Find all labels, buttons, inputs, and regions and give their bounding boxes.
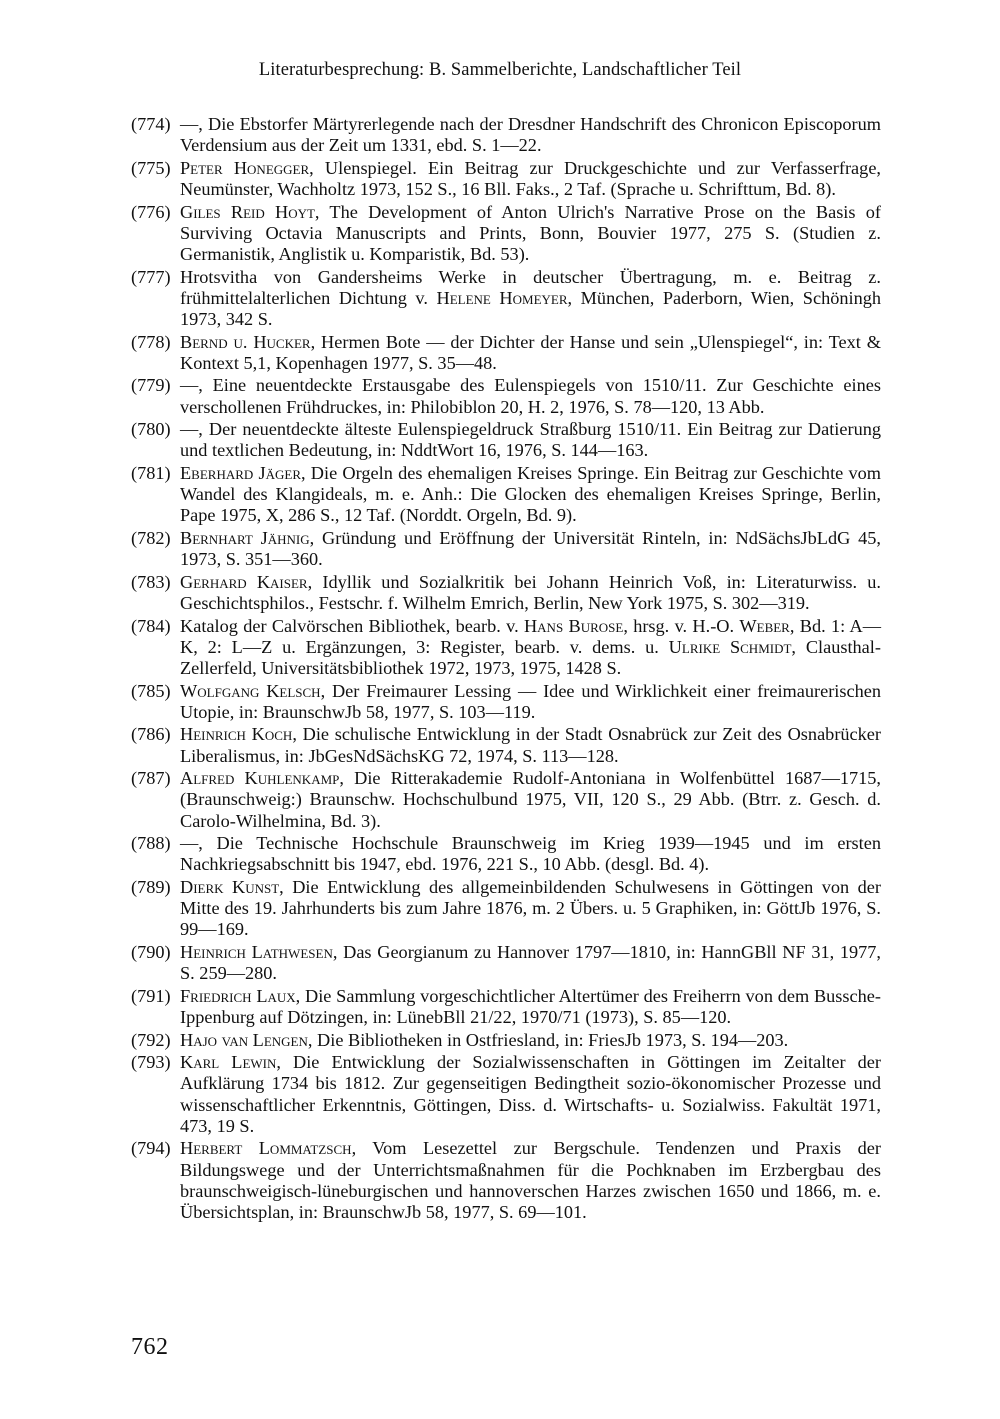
- entry-number: (785): [131, 680, 171, 701]
- entry-author: Wolfgang Kelsch: [180, 680, 321, 701]
- bibliography-entry: [131, 768, 881, 832]
- entry-text: [180, 572, 881, 614]
- bibliography-entry: [131, 267, 881, 331]
- entry-number: (774): [131, 114, 171, 134]
- entry-text: [180, 942, 881, 984]
- bibliography-entry: [131, 528, 881, 570]
- entry-body: —, Die Technische Hochschule Braunschweig im Krieg 1939—1945 und im ersten Nachkriegsabschnitt bis 1947, ebd. 1976, 221 S., 10 Abb. (desgl. Bd. 4).: [180, 833, 881, 875]
- entry-body: , Das Georgianum zu Hannover 1797—1810, in: HannGBll NF 31, 1977, S. 259—280.: [180, 941, 882, 984]
- entry-author: Heinrich Koch: [180, 724, 293, 745]
- entry-body: , The Development of Anton Ulrich's Narrative Prose on the Basis of Surviving Octavia Manuscripts and Prints, Bonn, Bouvier 1977, 275 S. (Studien z. Germanistik, Anglistik u. Komparistik, Bd. 53).: [180, 201, 881, 264]
- bibliography-entry: [131, 681, 881, 723]
- entry-author: Bernd u. Hucker: [180, 331, 311, 352]
- bibliography-entry: [131, 202, 881, 266]
- entry-text: [180, 616, 881, 680]
- bibliography-entry: [131, 986, 881, 1028]
- entry-body: Katalog der Calvörschen Bibliothek, bearb. v.: [180, 615, 524, 636]
- entry-text: [180, 986, 881, 1028]
- bibliography-entry: [131, 833, 881, 875]
- entry-author: Alfred Kuhlenkamp: [180, 768, 340, 789]
- entry-text: [180, 114, 881, 156]
- entry-editor: Hans Burose: [523, 615, 624, 636]
- entry-text: [180, 1030, 881, 1051]
- entry-editor: Helene Homeyer: [436, 287, 568, 308]
- bibliography-list: [131, 114, 881, 1225]
- entry-number: (782): [131, 527, 171, 548]
- entry-body-cont: , Clausthal-Zellerfeld, Universitätsbibliothek 1972, 1973, 1975, 1428 S.: [180, 636, 881, 678]
- entry-body: —, Der neuentdeckte älteste Eulenspiegeldruck Straßburg 1510/11. Ein Beitrag zur Datierung und textlichen Bedeutung, in: NddtWort 16, 1976, S. 144—163.: [180, 419, 881, 461]
- bibliography-entry: [131, 375, 881, 417]
- entry-body: , Ulenspiegel. Ein Beitrag zur Druckgeschichte und zur Verfasserfrage, Neumünster, Wachholtz 1973, 152 S., 16 Bll. Faks., 2 Taf. (Sprache u. Schrifttum, Bd. 8).: [180, 157, 881, 199]
- entry-editor: Ulrike Schmidt: [668, 636, 792, 657]
- entry-text: [180, 332, 881, 374]
- bibliography-entry: [131, 419, 881, 461]
- entry-body: , Vom Lesezettel zur Bergschule. Tendenzen und Praxis der Bildungswege und der Unterrichtsmaßnahmen für die Pochknaben im Erzbergbau des braunschweigisch-lüneburgischen und hannoverschen Harzes zwischen 1650 und 1866, m. e. Übersichtsplan, in: BraunschwJb 58, 1977, S. 69—101.: [180, 1138, 881, 1222]
- entry-number: (791): [131, 985, 171, 1006]
- entry-number: (780): [131, 419, 171, 440]
- entry-text: [180, 768, 881, 832]
- entry-body: , Die Ritterakademie Rudolf-Antoniana in Wolfenbüttel 1687—1715, (Braunschweig:) Braunschw. Hochschulbund 1975, VII, 120 S., 29 Abb. (Btrr. z. Gesch. d. Carolo-Wilhelmina, Bd. 3).: [180, 768, 881, 831]
- entry-body: —, Die Ebstorfer Märtyrerlegende nach der Dresdner Handschrift des Chronicon Episcoporum Verdensium aus der Zeit um 1331, ebd. S. 1—22.: [180, 114, 881, 156]
- entry-number: (779): [131, 375, 171, 396]
- entry-editor: Weber: [739, 615, 790, 636]
- entry-body: , Hermen Bote — der Dichter der Hanse und sein „Ulenspiegel“, in: Text & Kontext 5,1, Kopenhagen 1977, S. 35—48.: [180, 331, 881, 373]
- entry-body: —, Eine neuentdeckte Erstausgabe des Eulenspiegels von 1510/11. Zur Geschichte eines verschollenen Frühdruckes, in: Philobiblon 20, H. 2, 1976, S. 78—120, 13 Abb.: [180, 375, 881, 417]
- entry-body: , Die Sammlung vorgeschichtlicher Altertümer des Freiherrn von dem Bussche-Ippenburg auf Dötzingen, in: LünebBll 21/22, 1970/71 (1973), S. 85—120.: [180, 985, 881, 1027]
- entry-text: [180, 375, 881, 417]
- entry-author: Peter Honegger: [180, 157, 310, 178]
- entry-text: [180, 681, 881, 723]
- entry-number: (778): [131, 331, 171, 352]
- entry-body: , Der Freimaurer Lessing — Idee und Wirklichkeit einer freimaurerischen Utopie, in: BraunschwJb 58, 1977, S. 103—119.: [180, 680, 882, 722]
- entry-number: (790): [131, 941, 171, 962]
- entry-author: Gerhard Kaiser: [180, 571, 308, 592]
- entry-body: , Die Entwicklung des allgemeinbildenden Schulwesens in Göttingen von der Mitte des 19. Jahrhunderts bis zum Jahre 1876, m. 2 Übers. u. 5 Graphiken, in: GöttJb 1976, S. 99—169.: [180, 876, 881, 940]
- entry-number: (792): [131, 1029, 171, 1050]
- bibliography-entry: [131, 332, 881, 374]
- entry-body: , Die Orgeln des ehemaligen Kreises Springe. Ein Beitrag zur Geschichte vom Wandel des Klangideals, m. e. Anh.: Die Glocken des ehemaligen Kreises Springe, Berlin, Pape 1975, X, 286 S., 12 Taf. (Norddt. Orgeln, Bd. 9).: [180, 462, 881, 526]
- entry-number: (788): [131, 833, 171, 854]
- entry-author: Bernhart Jähnig: [180, 527, 310, 548]
- entry-number: (789): [131, 876, 171, 897]
- entry-author: Eberhard Jäger: [180, 462, 302, 483]
- bibliography-entry: [131, 942, 881, 984]
- entry-body-cont: , hrsg. v. H.-O.: [623, 615, 740, 636]
- entry-text: [180, 528, 881, 570]
- bibliography-entry: [131, 877, 881, 941]
- entry-body-cont: , Bd. 1: A—K, 2: L—Z u. Ergänzungen, 3: Register, bearb. v. dems. u.: [180, 615, 881, 657]
- entry-author: Hajo van Lengen: [180, 1029, 308, 1050]
- entry-author: Karl Lewin: [180, 1052, 277, 1073]
- entry-number: (783): [131, 571, 171, 592]
- entry-number: (793): [131, 1052, 171, 1073]
- entry-text: [180, 202, 881, 266]
- entry-author: Heinrich Lathwesen: [180, 941, 333, 962]
- entry-author: Herbert Lommatzsch: [180, 1138, 352, 1159]
- entry-number: (781): [131, 462, 171, 483]
- entry-body: , Die schulische Entwicklung in der Stadt Osnabrück zur Zeit des Osnabrücker Liberalismus, in: JbGesNdSächsKG 72, 1974, S. 113—128.: [180, 724, 882, 766]
- entry-text: [180, 158, 881, 200]
- entry-number: (777): [131, 266, 171, 287]
- entry-number: (787): [131, 768, 171, 789]
- entry-author: Giles Reid Hoyt: [180, 201, 315, 222]
- entry-author: Dierk Kunst: [180, 876, 280, 897]
- entry-author: Friedrich Laux: [180, 985, 296, 1006]
- bibliography-entry: [131, 1052, 881, 1137]
- bibliography-entry: [131, 616, 881, 680]
- entry-body-cont: , München, Paderborn, Wien, Schöningh 1973, 342 S.: [180, 287, 881, 329]
- entry-text: [180, 419, 881, 461]
- entry-number: (786): [131, 724, 171, 745]
- bibliography-entry: [131, 158, 881, 200]
- entry-number: (775): [131, 157, 171, 178]
- entry-body: , Idyllik und Sozialkritik bei Johann Heinrich Voß, in: Literaturwiss. u. Geschichtsphilos., Festschr. f. Wilhelm Emrich, Berlin, New York 1975, S. 302—319.: [180, 571, 882, 613]
- entry-number: (794): [131, 1138, 171, 1159]
- bibliography-entry: [131, 572, 881, 614]
- entry-text: [180, 1138, 881, 1223]
- entry-body: , Die Bibliotheken in Ostfriesland, in: FriesJb 1973, S. 194—203.: [307, 1029, 789, 1050]
- bibliography-entry: [131, 1030, 881, 1051]
- entry-text: [180, 833, 881, 875]
- entry-body: , Die Entwicklung der Sozialwissenschaften in Göttingen im Zeitalter der Aufklärung 1734 bis 1812. Zur gegenseitigen Bedingtheit sozio-ökonomischer Prozesse und wissenschaftlicher Erkenntnis, Göttingen, Diss. d. Wirtschafts- u. Sozialwiss. Fakultät 1971, 473, 19 S.: [180, 1052, 881, 1136]
- entry-text: [180, 1052, 881, 1137]
- bibliography-entry: [131, 1138, 881, 1223]
- entry-text: [180, 724, 881, 766]
- entry-body: Hrotsvitha von Gandersheims Werke in deutscher Übertragung, m. e. Beitrag z. frühmittelalterlichen Dichtung v.: [180, 266, 881, 308]
- running-header: Literaturbesprechung: B. Sammelberichte, Landschaftlicher Teil: [258, 60, 742, 80]
- entry-body: , Gründung und Eröffnung der Universität Rinteln, in: NdSächsJbLdG 45, 1973, S. 351—360.: [180, 527, 881, 570]
- entry-number: (784): [131, 615, 171, 636]
- entry-text: [180, 463, 881, 527]
- entry-number: (776): [131, 201, 171, 222]
- entry-text: [180, 267, 881, 331]
- bibliography-entry: [131, 463, 881, 527]
- entry-text: [180, 877, 881, 941]
- bibliography-entry: [131, 724, 881, 766]
- page-number: 762: [131, 1334, 169, 1360]
- bibliography-entry: [131, 114, 881, 156]
